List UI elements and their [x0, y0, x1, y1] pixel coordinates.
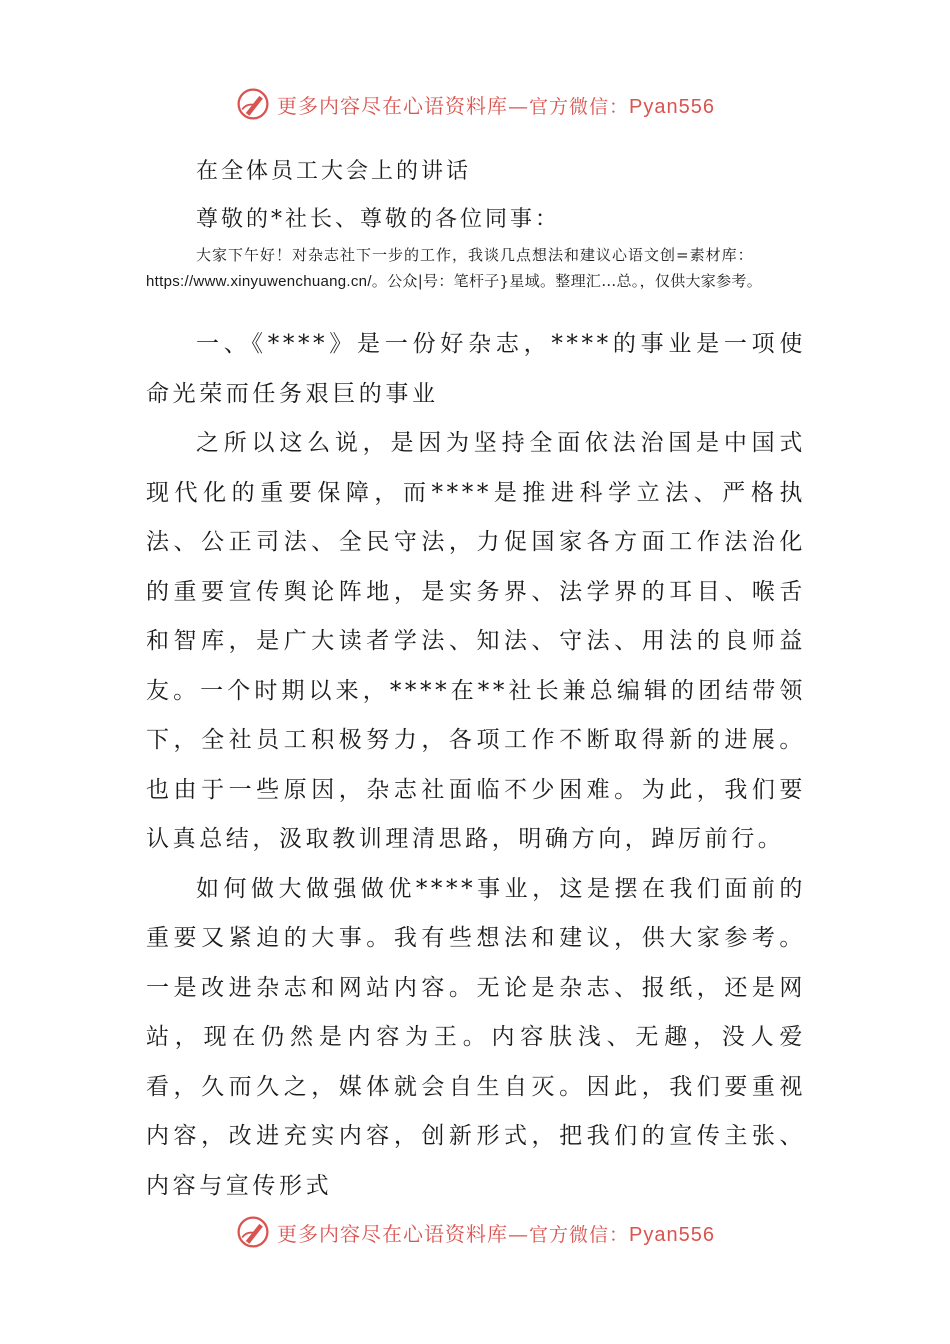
document-body — [146, 320, 806, 1211]
header-banner — [0, 82, 950, 126]
section-heading-1: 一、《****》是一份好杂志，****的事业是一项使命光荣而任务艰巨的事业 — [146, 331, 806, 407]
intro-url: https://www.xinyuwenchuang.cn/ — [146, 273, 372, 290]
paragraph: 如何做大做强做优****事业，这是摆在我们面前的重要又紧迫的大事。我有些想法和建议，供大家参考。一是改进杂志和网站内容。无论是杂志、报纸，还是网站，现在仍然是内容为王。内容肤浅、无趣，没人爱看，久而久之，媒体就会自生自灭。因此，我们要重视内容，改进充实内容，创新形式，把我们的宣传主张、内容与宣传形式 — [146, 875, 806, 1199]
banner-text: 更多内容尽在心语资料库—官方微信：Pyan556 — [277, 1221, 715, 1246]
document-title: 在全体员工大会上的讲话 — [196, 159, 472, 184]
pen-nib-logo-icon — [235, 86, 271, 122]
banner-text: 更多内容尽在心语资料库—官方微信：Pyan556 — [277, 93, 715, 118]
intro-line-2: https://www.xinyuwenchuang.cn/。公众|号：笔杆子}星域。整理汇…总。，仅供大家参考。 — [146, 272, 762, 290]
footer-banner — [0, 1210, 950, 1254]
intro-line-1: 大家下午好！对杂志社下一步的工作，我谈几点想法和建议心语文创=素材库： — [196, 246, 754, 264]
salutation: 尊敬的*社长、尊敬的各位同事： — [196, 207, 561, 232]
pen-nib-logo-icon — [235, 1214, 271, 1250]
paragraph: 之所以这么说，是因为坚持全面依法治国是中国式现代化的重要保障，而****是推进科学立法、严格执法、公正司法、全民守法，力促国家各方面工作法治化的重要宣传舆论阵地，是实务界、法学界的耳目、喉舌和智库，是广大读者学法、知法、守法、用法的良师益友。一个时期以来，****在**社长兼总编辑的团结带领下，全社员工积极努力，各项工作不断取得新的进展。也由于一些原因，杂志社面临不少困难。为此，我们要认真总结，汲取教训理清思路，明确方向，踔厉前行。 — [146, 430, 806, 852]
